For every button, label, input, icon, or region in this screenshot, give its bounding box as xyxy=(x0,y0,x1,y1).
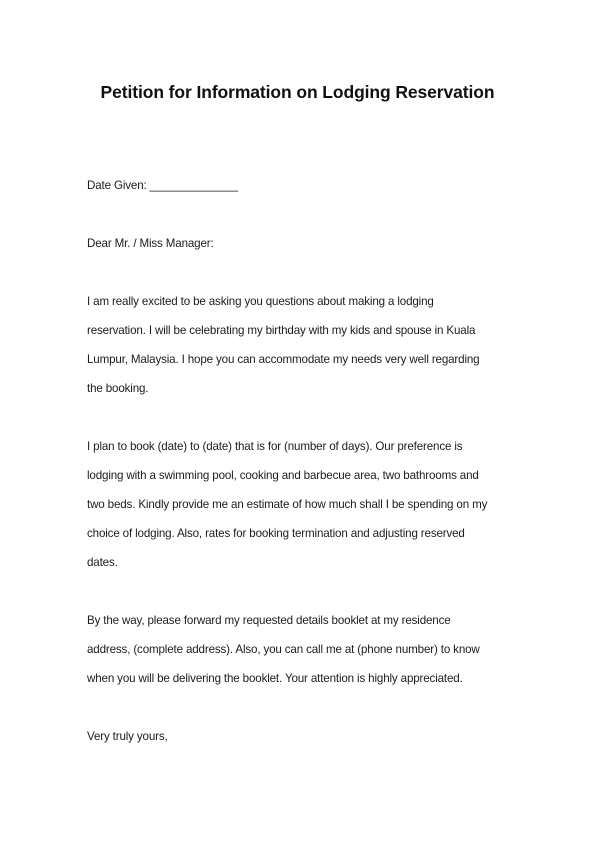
date-line: Date Given: ______________ xyxy=(87,179,238,192)
paragraph-3-line: when you will be delivering the booklet. Your attention is highly appreciated. xyxy=(87,672,463,685)
paragraph-1-line: reservation. I will be celebrating my birthday with my kids and spouse in Kuala xyxy=(87,324,476,337)
salutation: Dear Mr. / Miss Manager: xyxy=(87,237,214,250)
paragraph-2-line: choice of lodging. Also, rates for booking termination and adjusting reserved xyxy=(87,527,465,540)
paragraph-3-line: By the way, please forward my requested details booklet at my residence xyxy=(87,614,451,627)
paragraph-2-line: lodging with a swimming pool, cooking and barbecue area, two bathrooms and xyxy=(87,469,479,482)
paragraph-1-line: the booking. xyxy=(87,382,149,395)
paragraph-1-line: I am really excited to be asking you questions about making a lodging xyxy=(87,295,434,308)
paragraph-1-line: Lumpur, Malaysia. I hope you can accommodate my needs very well regarding xyxy=(87,353,480,366)
paragraph-2-line: dates. xyxy=(87,556,118,569)
spacer xyxy=(87,582,517,611)
spacer xyxy=(87,205,517,234)
spacer xyxy=(87,698,517,727)
letter-body xyxy=(87,176,517,756)
paragraph-2-line: I plan to book (date) to (date) that is for (number of days). Our preference is xyxy=(87,440,463,453)
closing: Very truly yours, xyxy=(87,730,168,743)
paragraph-2-line: two beds. Kindly provide me an estimate of how much shall I be spending on my xyxy=(87,498,488,511)
spacer xyxy=(87,408,517,437)
document-title: Petition for Information on Lodging Reservation xyxy=(100,82,495,102)
paragraph-3-line: address, (complete address). Also, you can call me at (phone number) to know xyxy=(87,643,480,656)
spacer xyxy=(87,263,517,292)
